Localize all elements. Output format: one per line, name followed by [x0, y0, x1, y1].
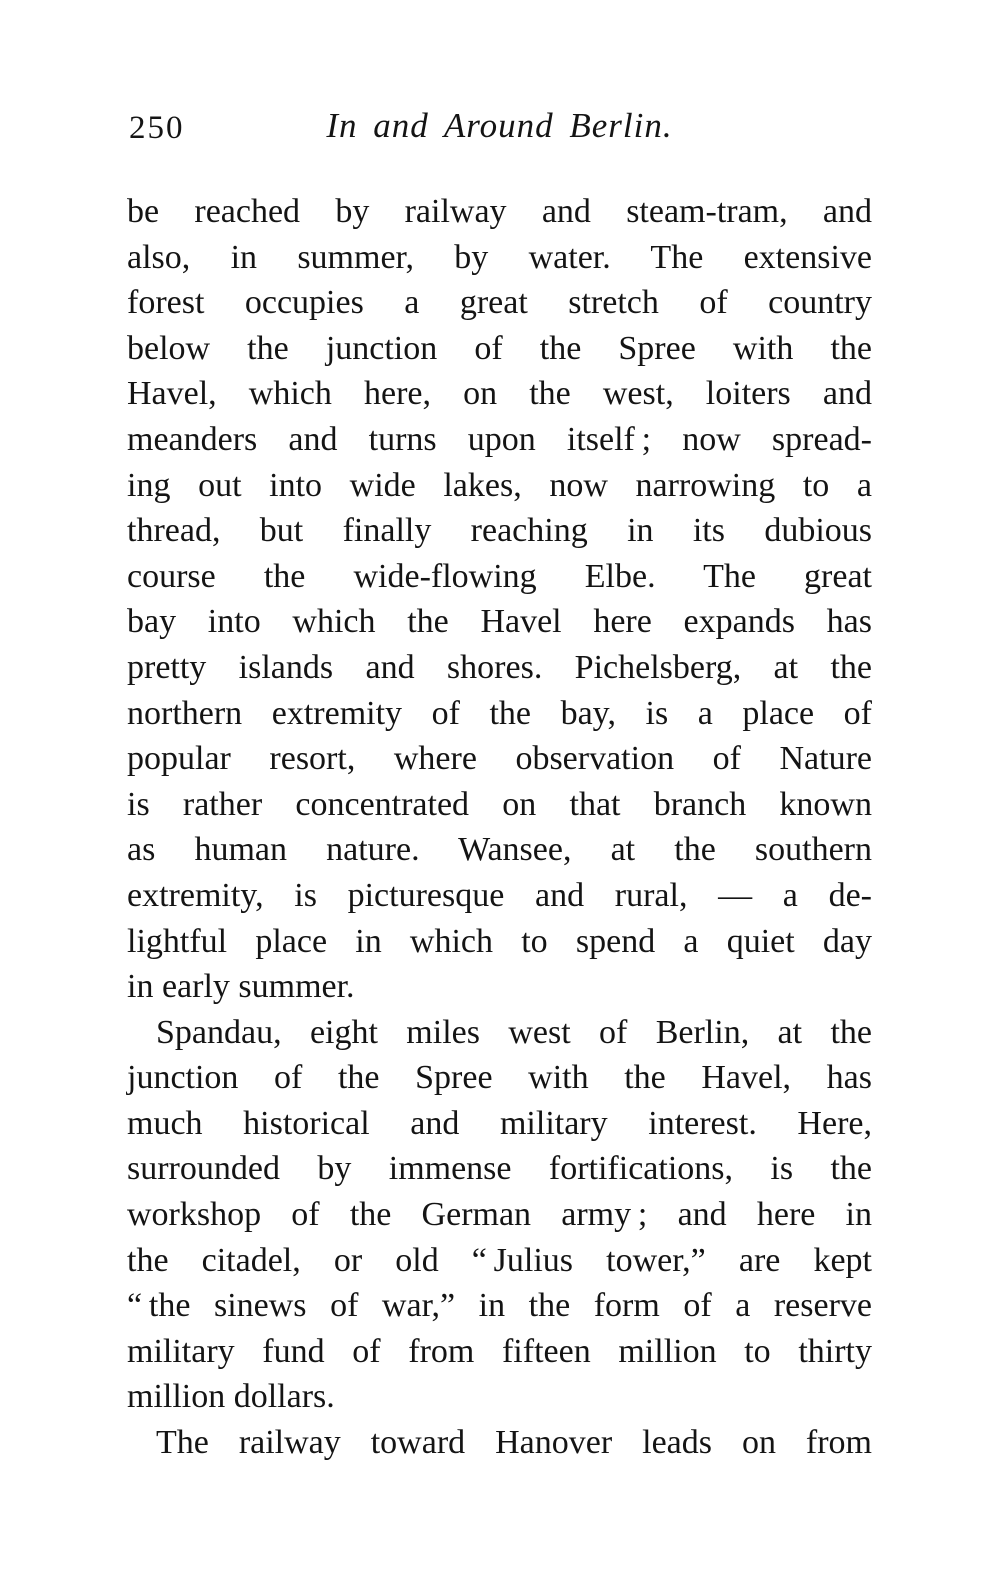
- text-line: Spandau, eight miles west of Berlin, at the: [156, 1013, 872, 1051]
- text-line: below the junction of the Spree with the: [127, 329, 872, 367]
- text-line: meanders and turns upon itself ; now spread-: [127, 420, 872, 458]
- text-line: bay into which the Havel here expands has: [127, 603, 872, 641]
- text-line: military fund of from fifteen million to thirty: [127, 1332, 872, 1370]
- text-line: The railway toward Hanover leads on from: [156, 1424, 872, 1462]
- text-line: lightful place in which to spend a quiet day: [127, 922, 872, 960]
- running-title: In and Around Berlin.: [326, 106, 673, 145]
- text-line: surrounded by immense fortifications, is the: [127, 1150, 872, 1188]
- text-line: also, in summer, by water. The extensive: [127, 238, 872, 276]
- text-line: junction of the Spree with the Havel, has: [127, 1059, 872, 1097]
- text-line: workshop of the German army ; and here in: [127, 1196, 872, 1234]
- text-line: ing out into wide lakes, now narrowing to a: [127, 466, 872, 504]
- text-line: in early summer.: [127, 968, 355, 1006]
- text-line: be reached by railway and steam-tram, and: [127, 193, 872, 230]
- text-line: “ the sinews of war,” in the form of a reserve: [127, 1287, 872, 1325]
- text-line: course the wide-flowing Elbe. The great: [127, 557, 872, 595]
- text-line: million dollars.: [127, 1378, 335, 1416]
- text-line: northern extremity of the bay, is a place of: [127, 694, 872, 732]
- page-header: [127, 104, 872, 152]
- text-line: pretty islands and shores. Pichelsberg, at the: [127, 648, 872, 686]
- text-line: much historical and military interest. Here,: [127, 1104, 872, 1142]
- text-line: extremity, is picturesque and rural, — a de-: [127, 876, 872, 914]
- body-text: [127, 189, 872, 1466]
- text-line: thread, but finally reaching in its dubious: [127, 512, 872, 550]
- text-line: is rather concentrated on that branch known: [127, 785, 872, 823]
- page-number: 250: [129, 110, 185, 146]
- text-line: Havel, which here, on the west, loiters and: [127, 375, 872, 413]
- text-line: forest occupies a great stretch of country: [127, 284, 872, 322]
- text-line: the citadel, or old “ Julius tower,” are kept: [127, 1241, 872, 1279]
- text-line: popular resort, where observation of Nature: [127, 740, 872, 778]
- text-line: as human nature. Wansee, at the southern: [127, 831, 872, 869]
